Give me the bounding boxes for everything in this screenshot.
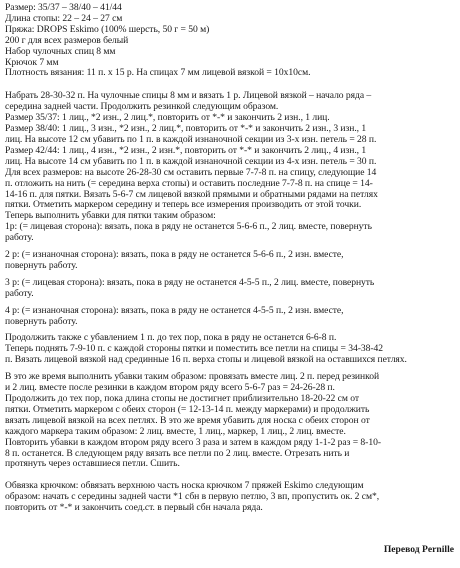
- body-line: Продолжить также с убавлением 1 п. до тех пор, пока в ряду не останется 6-6-8 п.: [5, 333, 337, 344]
- header-line: Набор чулочных спиц 8 мм: [5, 46, 116, 57]
- body-line: п. Вязать лицевой вязкой над срединные 16 п. верха стопы и лицевой вязкой на оставшихся петлях.: [5, 355, 407, 366]
- body-line: Набрать 28-30-32 п. На чулочные спицы 8 мм и вязать 1 р. Лицевой вязкой – начало ряда –: [5, 91, 372, 102]
- header-line: Крючок 7 мм: [5, 57, 59, 68]
- translator-credit: Перевод Pernille: [383, 544, 454, 555]
- body-line: повернуть работу.: [5, 260, 78, 271]
- body-line: 8 п. останется. В следующем ряду вязать все петли по 2 лиц. вместе. Отрезать нить и: [5, 448, 350, 459]
- body-line: пятки. Отметить маркером с обеих сторон (= 12-13-14 п. между маркерами) и продолжить: [5, 404, 370, 415]
- pattern-header: [5, 3, 455, 79]
- body-line: 2 р: (= изнаночная сторона): вязать, пока в ряду не останется 5-6-6 п., 2 изн. вместе,: [5, 250, 344, 261]
- body-line: лиц. На высоте 14 см убавить по 1 п. в каждой изнаночной секции из 4-х изн. петель = 30 п.: [5, 156, 377, 167]
- body-line: 14-16 п. для пятки. Вязать 5-6-7 см лицевой вязкой прямыми и обратными рядами на петлях: [5, 189, 378, 200]
- body-line: протянуть через оставшиеся петли. Сшить.: [5, 459, 180, 470]
- body-line: вязать лицевой вязкой на всех петлях. В это же время убавить для носка с обеих сторон от: [5, 415, 370, 426]
- header-line: Пряжа: DROPS Eskimo (100% шерсть, 50 г = 50 м): [5, 24, 210, 35]
- body-line: Обвязка крючком: обвязать верхнюю часть носка крючком 7 пряжей Eskimo следующим: [5, 481, 364, 492]
- body-line: работу.: [5, 233, 34, 244]
- body-line: работу.: [5, 288, 34, 299]
- body-line: каждого маркера таким образом: 2 лиц. вместе, 1 лиц., маркер, 1 лиц., 2 лиц. вместе.: [5, 426, 346, 437]
- body-line: Повторить убавки в каждом втором ряду всего 3 раза и затем в каждом ряду 1-1-2 раз = 8-10-: [5, 437, 381, 448]
- body-line: и 2 лиц. вместе после резинки в каждом втором ряду всего 5-6-7 раз = 24-26-28 п.: [5, 383, 335, 394]
- body-line: 4 р: (= изнаночная сторона): вязать, пока в ряду не останется 4-5-5 п., 2 изн. вместе,: [5, 305, 344, 316]
- body-line: лиц. На высоте 12 см убавить по 1 п. в каждой изнаночной секции из 3-х изн. петель = 28 п.: [5, 134, 377, 145]
- body-line: образом: начать с середины задней части *1 сбн в первую петлю, 3 вп, пропустить ок. 2 см*,: [5, 492, 380, 503]
- body-line: повернуть работу.: [5, 316, 78, 327]
- pattern-instructions: [5, 91, 455, 514]
- body-line: Теперь поднять 7-9-10 п. с каждой стороны пятки и поместить все петли на спицы = 34-38-42: [5, 344, 383, 355]
- body-line: Продолжить до тех пор, пока длина стопы не достигнет приблизительно 18-20-22 см от: [5, 394, 359, 404]
- body-line: повторить от *-* и закончить соед.ст. в первый сбн начала ряда.: [5, 503, 263, 514]
- body-line: В это же время выполнить убавки таким образом: провязать вместе лиц. 2 п. перед резинкой: [5, 372, 380, 383]
- body-line: Для всех размеров: на высоте 26-28-30 см оставить первые 7-7-8 п. на спицу, следующие 14: [5, 167, 377, 178]
- header-line: Размер: 35/37 – 38/40 – 41/44: [5, 3, 122, 13]
- body-line: п. отложить на нить (= середина верха стопы) и оставить последние 7-7-8 п. на спице = 14-: [5, 178, 373, 189]
- body-line: середина задней части. Продолжить резинкой следующим образом.: [5, 102, 279, 113]
- header-line: Плотность вязания: 11 п. х 15 р. На спицах 7 мм лицевой вязкой = 10х10см.: [5, 68, 311, 79]
- body-line: 3 р: (= лицевая сторона): вязать, пока в ряду не останется 4-5-5 п., 2 лиц. вместе, повернуть: [5, 277, 375, 288]
- body-line: 1р: (= лицевая сторона): вязать, пока в ряду не останется 5-6-6 п., 2 лиц. вместе, повернуть: [5, 222, 372, 233]
- body-line: Теперь выполнить убавки для пятки таким образом:: [5, 211, 216, 222]
- body-line: Размер 35/37: 1 лиц., *2 изн., 2 лиц.*, повторить от *-* и закончить 2 изн., 1 лиц.: [5, 113, 330, 124]
- body-line: Размер 42/44: 1 лиц., 4 изн., *2 изн., 2 изн.*, повторить от *-* и закончить 2 лиц., 4 изн., 1: [5, 145, 367, 156]
- body-line: Размер 38/40: 1 лиц., 3 изн., *2 изн., 2 лиц.*, повторить от *-* и закончить 2 изн., 3 изн., 1: [5, 124, 367, 135]
- header-line: Длина стопы: 22 – 24 – 27 см: [5, 13, 123, 24]
- body-line: пятки. Отметить маркером середину и теперь все измерения производить от этой точки.: [5, 200, 362, 211]
- header-line: 200 г для всех размеров белый: [5, 35, 129, 46]
